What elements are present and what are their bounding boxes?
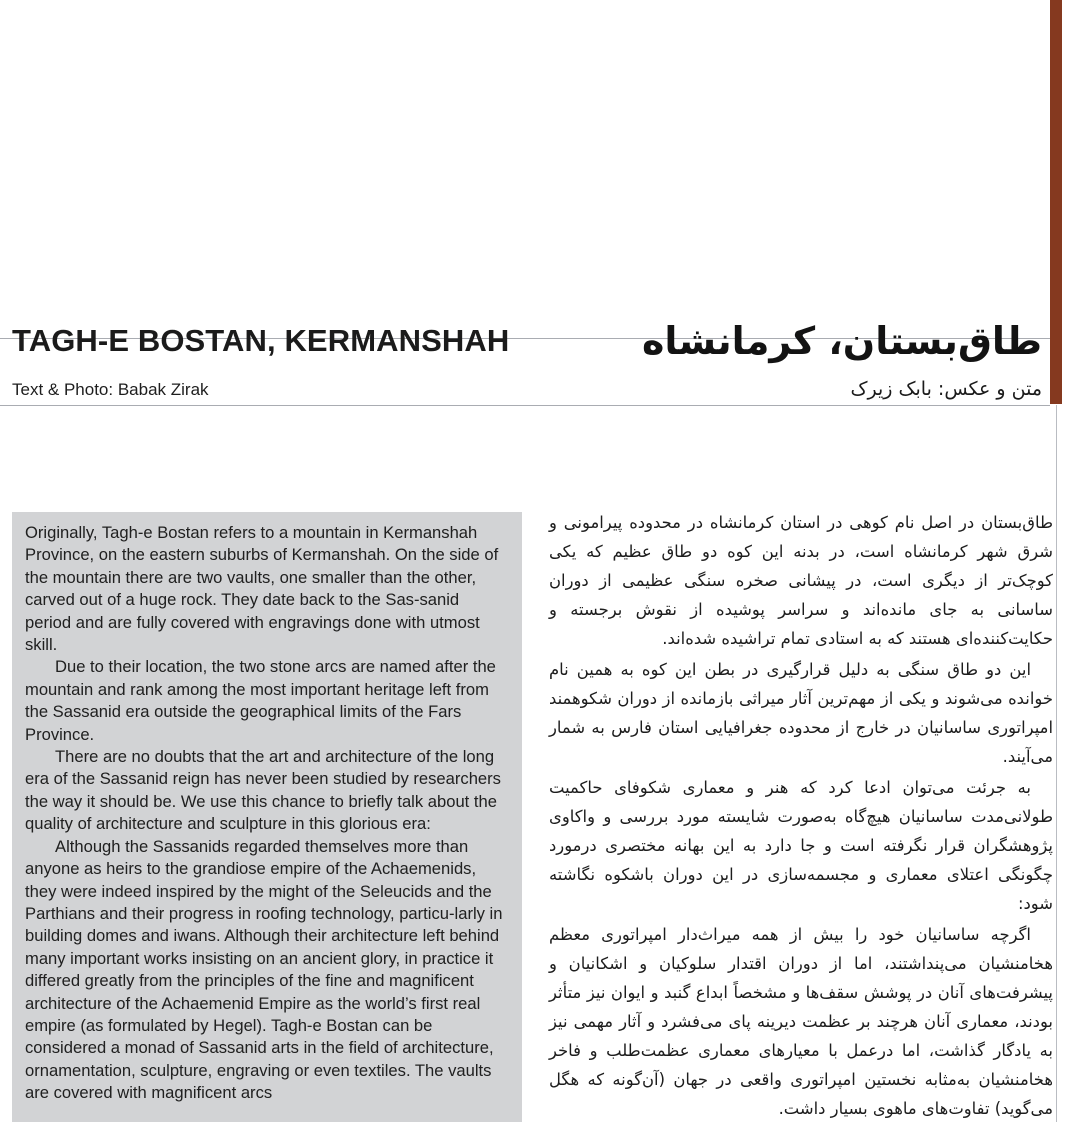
- article-paragraph: There are no doubts that the art and architecture of the long era of the Sassanid reign has never been studied by researchers the way it should be. We use this chance to briefly talk about the quality of architecture and sculpture in this glorious era:: [25, 747, 501, 834]
- accent-rail: [1050, 0, 1062, 404]
- page-title-persian: طاق‌بستان، کرمانشاه: [641, 319, 1042, 364]
- byline-english: Text & Photo: Babak Zirak: [12, 380, 209, 399]
- article-paragraph: به جرئت می‌توان ادعا کرد که هنر و معماری شکوفای حاکمیت طولانی‌مدت ساسانیان هیچ‌گاه به‌صورت شایسته مورد بررسی و واکاوی پژوهشگران قرار نگرفته است و جا دارد به این بهانه مختصری درمورد چگونگی اعتلای معماری و مجسمه‌سازی در این دوران باشکوه نگاشته شود:: [549, 778, 1053, 913]
- article-paragraph: اگرچه ساسانیان خود را بیش از همه میراث‌دار امپراتوری معظم هخامنشیان می‌پنداشتند، اما از دوران اقتدار سلوکیان و اشکانیان و پیشرفت‌های آنان در پوشش سقف‌ها و مشخصاً ابداع گنبد و ایوان نیز متأثر بودند، معماری آنان هرچند بر عظمت دیرینه پای می‌فشرد و آثار مهمی نیز به یادگار گذاشت، اما درعمل با معیارهای معماری عظمت‌طلب و فاخر هخامنشیان به‌مثابه نخستین امپراتوری واقعی در جهان (آن‌گونه که هگل می‌گوید) تفاوت‌های ماهوی بسیار داشت.: [549, 925, 1053, 1118]
- byline-persian: متن و عکس: بابک زیرک: [850, 378, 1042, 400]
- article-paragraph: این دو طاق سنگی به دلیل قرارگیری در بطن این کوه به همین نام خوانده می‌شوند و یکی از مهم‌ترین آثار میراثی بازمانده از دوران شکوهمند امپراتوری ساسانیان در خارج از محدوده جغرافیایی استان فارس به شمار می‌آیند.: [549, 660, 1053, 766]
- article-paragraph: Although the Sassanids regarded themselves more than anyone as heirs to the grandiose empire of the Achaemenids, they were indeed inspired by the might of the Seleucids and the Parthians and their progress in roofing technology, particu-larly in building domes and iwans. Although their architecture left behind many important works insisting on an ancient glory, in practice it differed greatly from the principles of the fine and magnificent architecture of the Achaemenid Empire as the world’s first real empire (as formulated by Hegel). Tagh-e Bostan can be considered a monad of Sassanid arts in the field of architecture, ornamentation, sculpture, engraving or even textiles. The vaults are covered with magnificent arcs: [25, 836, 503, 1103]
- persian-article-column: [545, 508, 1057, 1122]
- byline-rule: [0, 405, 1050, 406]
- article-paragraph: Originally, Tagh-e Bostan refers to a mountain in Kermanshah Province, on the eastern suburbs of Kermanshah. On the side of the mountain there are two vaults, one smaller than the other, carved out of a huge rock. They date back to the Sas-sanid period and are fully covered with engravings done with utmost skill.: [25, 523, 499, 655]
- page-title-english: TAGH-E BOSTAN, KERMANSHAH: [12, 322, 510, 358]
- masthead: [0, 0, 1050, 405]
- english-article-column: [12, 512, 522, 1122]
- article-paragraph: Due to their location, the two stone arcs are named after the mountain and rank among the most important heritage left from the Sassanid era outside the geographical limits of the Fars Province.: [25, 657, 496, 744]
- article-paragraph: طاق‌بستان در اصل نام کوهی در استان کرمانشاه در محدوده پیرامونی و شرق شهر کرمانشاه است، در بدنه این کوه دو طاق عظیم که یکی کوچک‌تر از دیگری است، در پیشانی صخره سنگی عظیمی از دوران ساسانی به جای مانده‌اند و سراسر پوشیده از نقوش برجسته و حکایت‌کننده‌ای هستند که به استادی تمام تراشیده شده‌اند.: [549, 513, 1053, 648]
